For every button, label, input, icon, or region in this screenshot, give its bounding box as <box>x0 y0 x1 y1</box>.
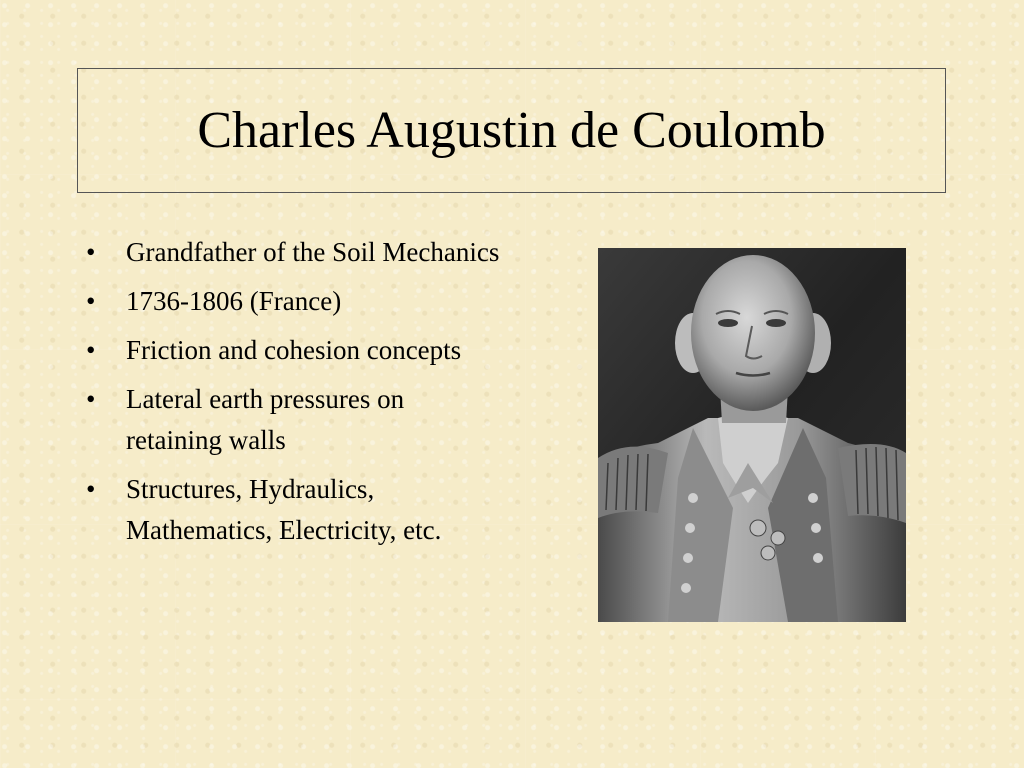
bullet-item <box>86 281 506 322</box>
bullet-text: Friction and cohesion concepts <box>126 335 462 365</box>
slide-title: Charles Augustin de Coulomb <box>197 101 826 159</box>
bullet-item <box>86 379 506 461</box>
bullet-item <box>86 330 506 371</box>
bullet-icon: • <box>86 384 96 414</box>
bullet-item <box>86 232 506 273</box>
bullet-text: Grandfather of the Soil Mechanics <box>126 237 500 267</box>
bullet-icon: • <box>86 237 96 267</box>
bullet-text: Lateral earth pressures on retaining walls <box>126 384 405 455</box>
portrait-photo <box>598 248 906 622</box>
bullet-text: 1736-1806 (France) <box>126 286 342 316</box>
bullet-icon: • <box>86 335 96 365</box>
bullet-text: Structures, Hydraulics, Mathematics, Electricity, etc. <box>126 474 442 545</box>
bullet-icon: • <box>86 286 96 316</box>
bullet-list <box>86 232 506 559</box>
title-box <box>77 68 946 193</box>
bullet-icon: • <box>86 474 96 504</box>
bullet-item <box>86 469 506 551</box>
